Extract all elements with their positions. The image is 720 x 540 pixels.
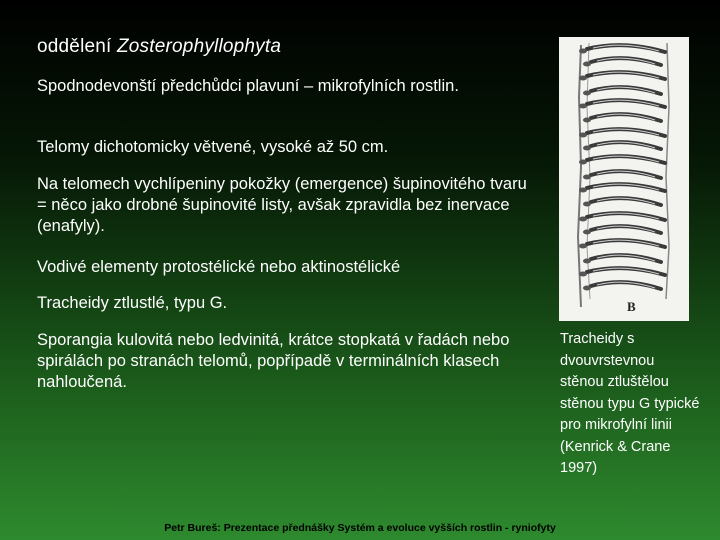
wall-thickening — [587, 184, 665, 191]
wall-knob — [583, 146, 591, 151]
wall-thickening — [587, 129, 665, 136]
footer-credit: Petr Bureš: Prezentace přednášky Systém a evoluce vyšších rostlin - ryniofyty — [164, 522, 556, 534]
wall-thickening — [587, 45, 665, 52]
wall-thickening — [587, 156, 665, 163]
wall-knob — [579, 76, 587, 81]
wall-knob — [583, 175, 591, 180]
wall-thickening — [591, 226, 661, 233]
wall-thickening — [591, 58, 661, 65]
wall-thickening — [591, 114, 661, 121]
wall-knob — [579, 160, 587, 165]
wall-knob — [583, 259, 591, 264]
wall-thickening — [591, 198, 661, 205]
wall-knob — [579, 217, 587, 222]
wall-knob — [579, 272, 587, 277]
wall-knob — [579, 104, 587, 109]
wall-knob — [583, 286, 591, 291]
wall-knob — [579, 49, 587, 54]
wall-knob — [579, 133, 587, 138]
wall-knob — [583, 91, 591, 96]
title-prefix: oddělení — [37, 36, 117, 57]
paragraph-stele: Vodivé elementy protostélické nebo aktinostélické — [37, 258, 401, 276]
tracheid-figure — [559, 37, 689, 321]
paragraph-telomes: Telomy dichotomicky větvené, vysoké až 50 cm. — [37, 138, 389, 156]
figure-label: B — [627, 299, 636, 314]
wall-thickening — [587, 240, 665, 247]
wall-thickening — [587, 213, 665, 220]
wall-knob — [583, 202, 591, 207]
title-taxon: Zosterophyllophyta — [116, 36, 282, 57]
wall-thickening — [591, 255, 661, 262]
wall-thickening — [587, 100, 665, 107]
wall-knob — [579, 188, 587, 193]
wall-knob — [579, 244, 587, 249]
wall-knob — [583, 62, 591, 67]
paragraph-sporangia: Sporangia kulovitá nebo ledvinitá, krátce stopkatá v řadách nebo spirálách po stranách telomů, popřípadě v terminálních klasech nahloučená. — [37, 331, 510, 391]
paragraph-tracheids: Tracheidy ztlustlé, typu G. — [37, 294, 228, 312]
wall-thickening — [587, 268, 665, 275]
paragraph-origin: Spodnodevonští předchůdci plavuní – mikrofylních rostlin. — [37, 77, 459, 95]
wall-thickening — [591, 171, 661, 178]
wall-knob — [583, 118, 591, 123]
figure-caption: Tracheidy s dvouvrstevnou stěnou ztluštělou stěnou typu G typické pro mikrofylní linii (Kenrick & Crane 1997) — [560, 331, 700, 476]
wall-knob — [583, 230, 591, 235]
wall-thickening — [591, 142, 661, 149]
paragraph-enations: Na telomech vychlípeniny pokožky (emergence) šupinovitého tvaru = něco jako drobné šupinovité listy, avšak zpravidla bez inervace (enafyly). — [37, 175, 527, 235]
wall-thickening — [587, 72, 665, 79]
wall-thickening — [591, 87, 661, 94]
slide-title — [37, 36, 281, 58]
wall-thickening — [591, 282, 661, 289]
tracheid-drawing-icon — [559, 37, 689, 321]
